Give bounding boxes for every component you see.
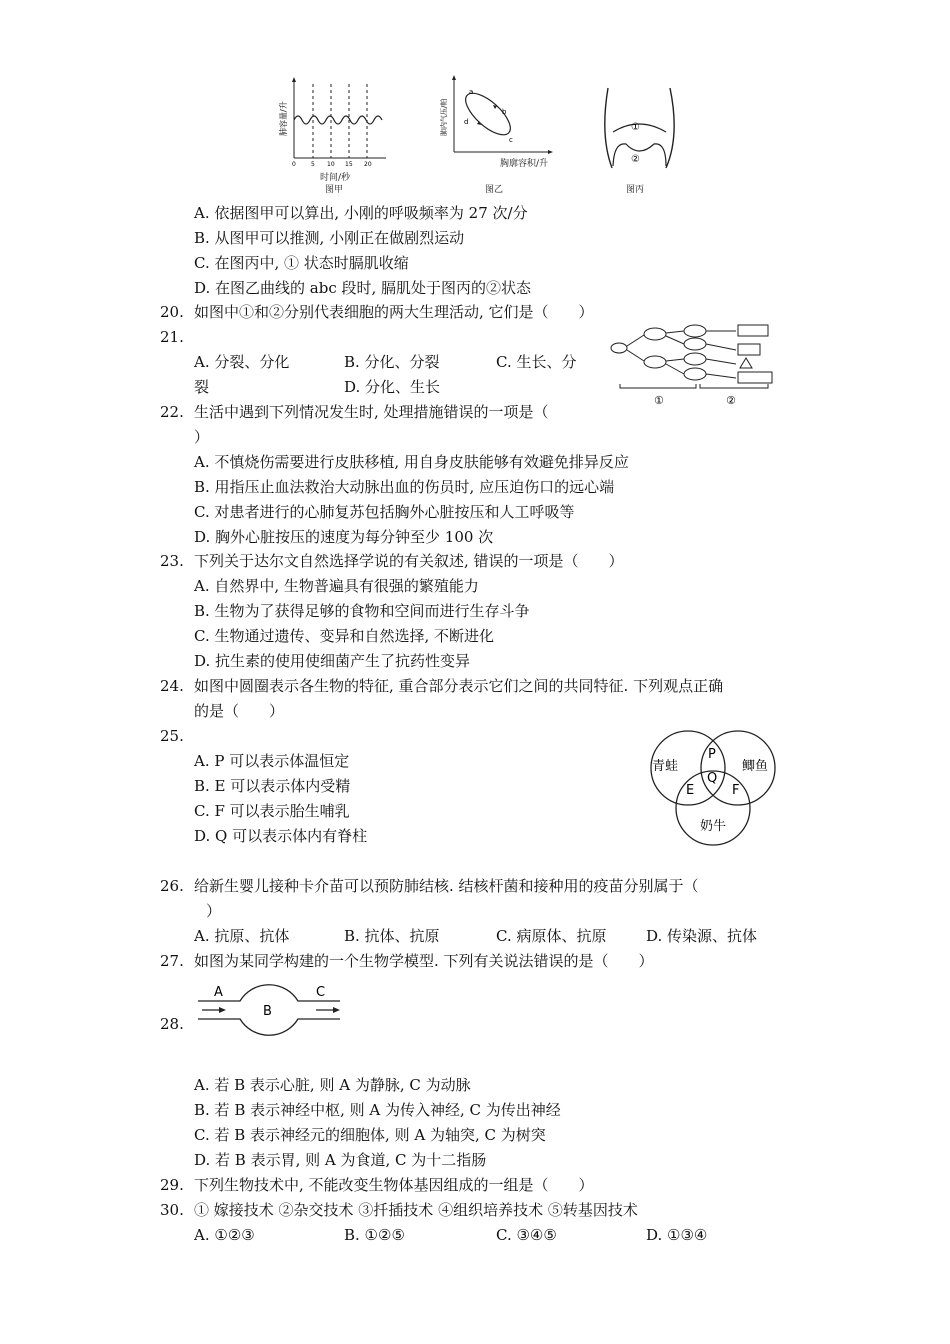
- venn-frog: 青蛙: [652, 759, 679, 774]
- q26-text-wrap: ）: [206, 902, 222, 920]
- figure-yi: [440, 72, 560, 194]
- venn-diagram: [646, 724, 780, 848]
- q23-option-b: B. 生物为了获得足够的食物和空间而进行生存斗争: [194, 602, 530, 620]
- venn-cow: 奶牛: [700, 819, 727, 834]
- q27-number: 27.: [160, 952, 184, 970]
- q22-option-a: A. 不慎烧伤需要进行皮肤移植, 用自身皮肤能够有效避免排异反应: [194, 453, 629, 471]
- bing-mark-1: ①: [631, 122, 640, 133]
- q21-option-c-wrap: 裂: [194, 378, 210, 396]
- q19-option-c: C. 在图丙中, ① 状态时膈肌收缩: [194, 254, 409, 272]
- q20-text: 如图中①和②分别代表细胞的两大生理活动, 它们是（ ）: [194, 303, 594, 321]
- q22-text-wrap: ）: [194, 428, 210, 446]
- q29-number: 29.: [160, 1176, 184, 1194]
- venn-crucian-carp: 鲫鱼: [742, 759, 769, 774]
- q29-text: 下列生物技术中, 不能改变生物体基因组成的一组是（ ）: [194, 1176, 594, 1194]
- venn-region-f: F: [732, 783, 740, 798]
- q25-number: 25.: [160, 727, 184, 745]
- figure-bing: [600, 86, 680, 196]
- q30-text: ① 嫁接技术 ②杂交技术 ③扦插技术 ④组织培养技术 ⑤转基因技术: [194, 1201, 638, 1219]
- q28-option-a: A. 若 B 表示心脏, 则 A 为静脉, C 为动脉: [194, 1076, 471, 1094]
- q26-option-b: B. 抗体、抗原: [344, 927, 440, 945]
- q21-option-a: A. 分裂、分化: [194, 353, 290, 371]
- q26-option-c: C. 病原体、抗原: [496, 927, 607, 945]
- yi-point-d: d: [464, 118, 469, 126]
- q25-option-d: D. Q 可以表示体内有脊柱: [194, 827, 368, 845]
- jia-ylabel: 肺容量/升: [279, 101, 288, 136]
- jia-xtick: 15: [345, 161, 353, 168]
- jia-xtick: 10: [327, 161, 335, 168]
- yi-caption: 图乙: [485, 185, 504, 195]
- q28-option-c: C. 若 B 表示神经元的细胞体, 则 A 为轴突, C 为树突: [194, 1126, 546, 1144]
- q30-option-a: A. ①②③: [194, 1226, 255, 1244]
- jia-xtick: 5: [311, 161, 315, 168]
- cell-activity-diagram: [608, 322, 778, 408]
- q30-option-b: B. ①②⑤: [344, 1226, 405, 1244]
- q26-number: 26.: [160, 877, 184, 895]
- yi-point-b: b: [502, 108, 507, 116]
- q23-text: 下列关于达尔文自然选择学说的有关叙述, 错误的一项是（ ）: [194, 552, 624, 570]
- q25-option-b: B. E 可以表示体内受精: [194, 777, 351, 795]
- model-label-c: C: [316, 985, 326, 1000]
- q19-option-d: D. 在图乙曲线的 abc 段时, 膈肌处于图丙的②状态: [194, 279, 532, 297]
- q22-text: 生活中遇到下列情况发生时, 处理措施错误的一项是（: [194, 403, 549, 421]
- q19-option-b: B. 从图甲可以推测, 小刚正在做剧烈运动: [194, 229, 465, 247]
- q23-option-c: C. 生物通过遗传、变异和自然选择, 不断进化: [194, 627, 495, 645]
- q26-text: 给新生婴儿接种卡介苗可以预防肺结核. 结核杆菌和接种用的疫苗分别属于（: [194, 877, 699, 895]
- q30-number: 30.: [160, 1201, 184, 1219]
- yi-ylabel: 肺内气压/帕: [440, 98, 448, 136]
- q22-option-c: C. 对患者进行的心肺复苏包括胸外心脏按压和人工呼吸等: [194, 503, 575, 521]
- q25-option-c: C. F 可以表示胎生哺乳: [194, 802, 350, 820]
- biology-model-diagram: [196, 974, 344, 1046]
- q28-number: 28.: [160, 1015, 184, 1033]
- yi-point-c: c: [509, 136, 513, 144]
- q30-option-c: C. ③④⑤: [496, 1226, 557, 1244]
- figure-jia: [280, 72, 390, 194]
- q26-option-a: A. 抗原、抗体: [194, 927, 290, 945]
- q21-option-b: B. 分化、分裂: [344, 353, 440, 371]
- jia-xlabel: 时间/秒: [320, 173, 351, 183]
- jia-caption: 图甲: [325, 185, 344, 195]
- q23-option-a: A. 自然界中, 生物普遍具有很强的繁殖能力: [194, 577, 479, 595]
- lung-volume-chart: [280, 72, 390, 172]
- q22-option-d: D. 胸外心脏按压的速度为每分钟至少 100 次: [194, 528, 494, 546]
- q23-number: 23.: [160, 552, 184, 570]
- yi-xlabel: 胸廓容积/升: [500, 159, 549, 169]
- bing-mark-2: ②: [631, 154, 640, 165]
- bing-caption: 图丙: [626, 185, 645, 195]
- q24-text: 如图中圆圈表示各生物的特征, 重合部分表示它们之间的共同特征. 下列观点正确: [194, 677, 724, 695]
- q24-number: 24.: [160, 677, 184, 695]
- model-label-b: B: [263, 1004, 272, 1019]
- q28-option-b: B. 若 B 表示神经中枢, 则 A 为传入神经, C 为传出神经: [194, 1101, 561, 1119]
- q28-option-d: D. 若 B 表示胃, 则 A 为食道, C 为十二指肠: [194, 1151, 487, 1169]
- q30-option-d: D. ①③④: [646, 1226, 708, 1244]
- jia-xtick: 0: [292, 161, 296, 168]
- yi-point-a: a: [469, 88, 474, 96]
- q24-text-wrap: 的是（ ）: [194, 702, 285, 720]
- cell-mark-1: ①: [654, 394, 664, 407]
- q25-option-a: A. P 可以表示体温恒定: [194, 752, 350, 770]
- q21-option-c: C. 生长、分: [496, 353, 577, 371]
- q20-number: 20.: [160, 303, 184, 321]
- jia-xtick: 20: [364, 161, 372, 168]
- q22-number: 22.: [160, 403, 184, 421]
- q27-text: 如图为某同学构建的一个生物学模型. 下列有关说法错误的是（ ）: [194, 952, 654, 970]
- q19-option-a: A. 依据图甲可以算出, 小刚的呼吸频率为 27 次/分: [194, 204, 528, 222]
- venn-region-e: E: [686, 783, 695, 798]
- q23-option-d: D. 抗生素的使用使细菌产生了抗药性变异: [194, 652, 471, 670]
- q21-number: 21.: [160, 328, 184, 346]
- thorax-diagram: [600, 86, 680, 176]
- q26-option-d: D. 传染源、抗体: [646, 927, 758, 945]
- q22-option-b: B. 用指压止血法救治大动脉出血的伤员时, 应压迫伤口的远心端: [194, 478, 615, 496]
- q21-option-d: D. 分化、生长: [344, 378, 441, 396]
- venn-region-q: Q: [707, 771, 718, 786]
- venn-region-p: P: [708, 747, 716, 762]
- model-label-a: A: [214, 985, 223, 1000]
- cell-mark-2: ②: [726, 394, 736, 407]
